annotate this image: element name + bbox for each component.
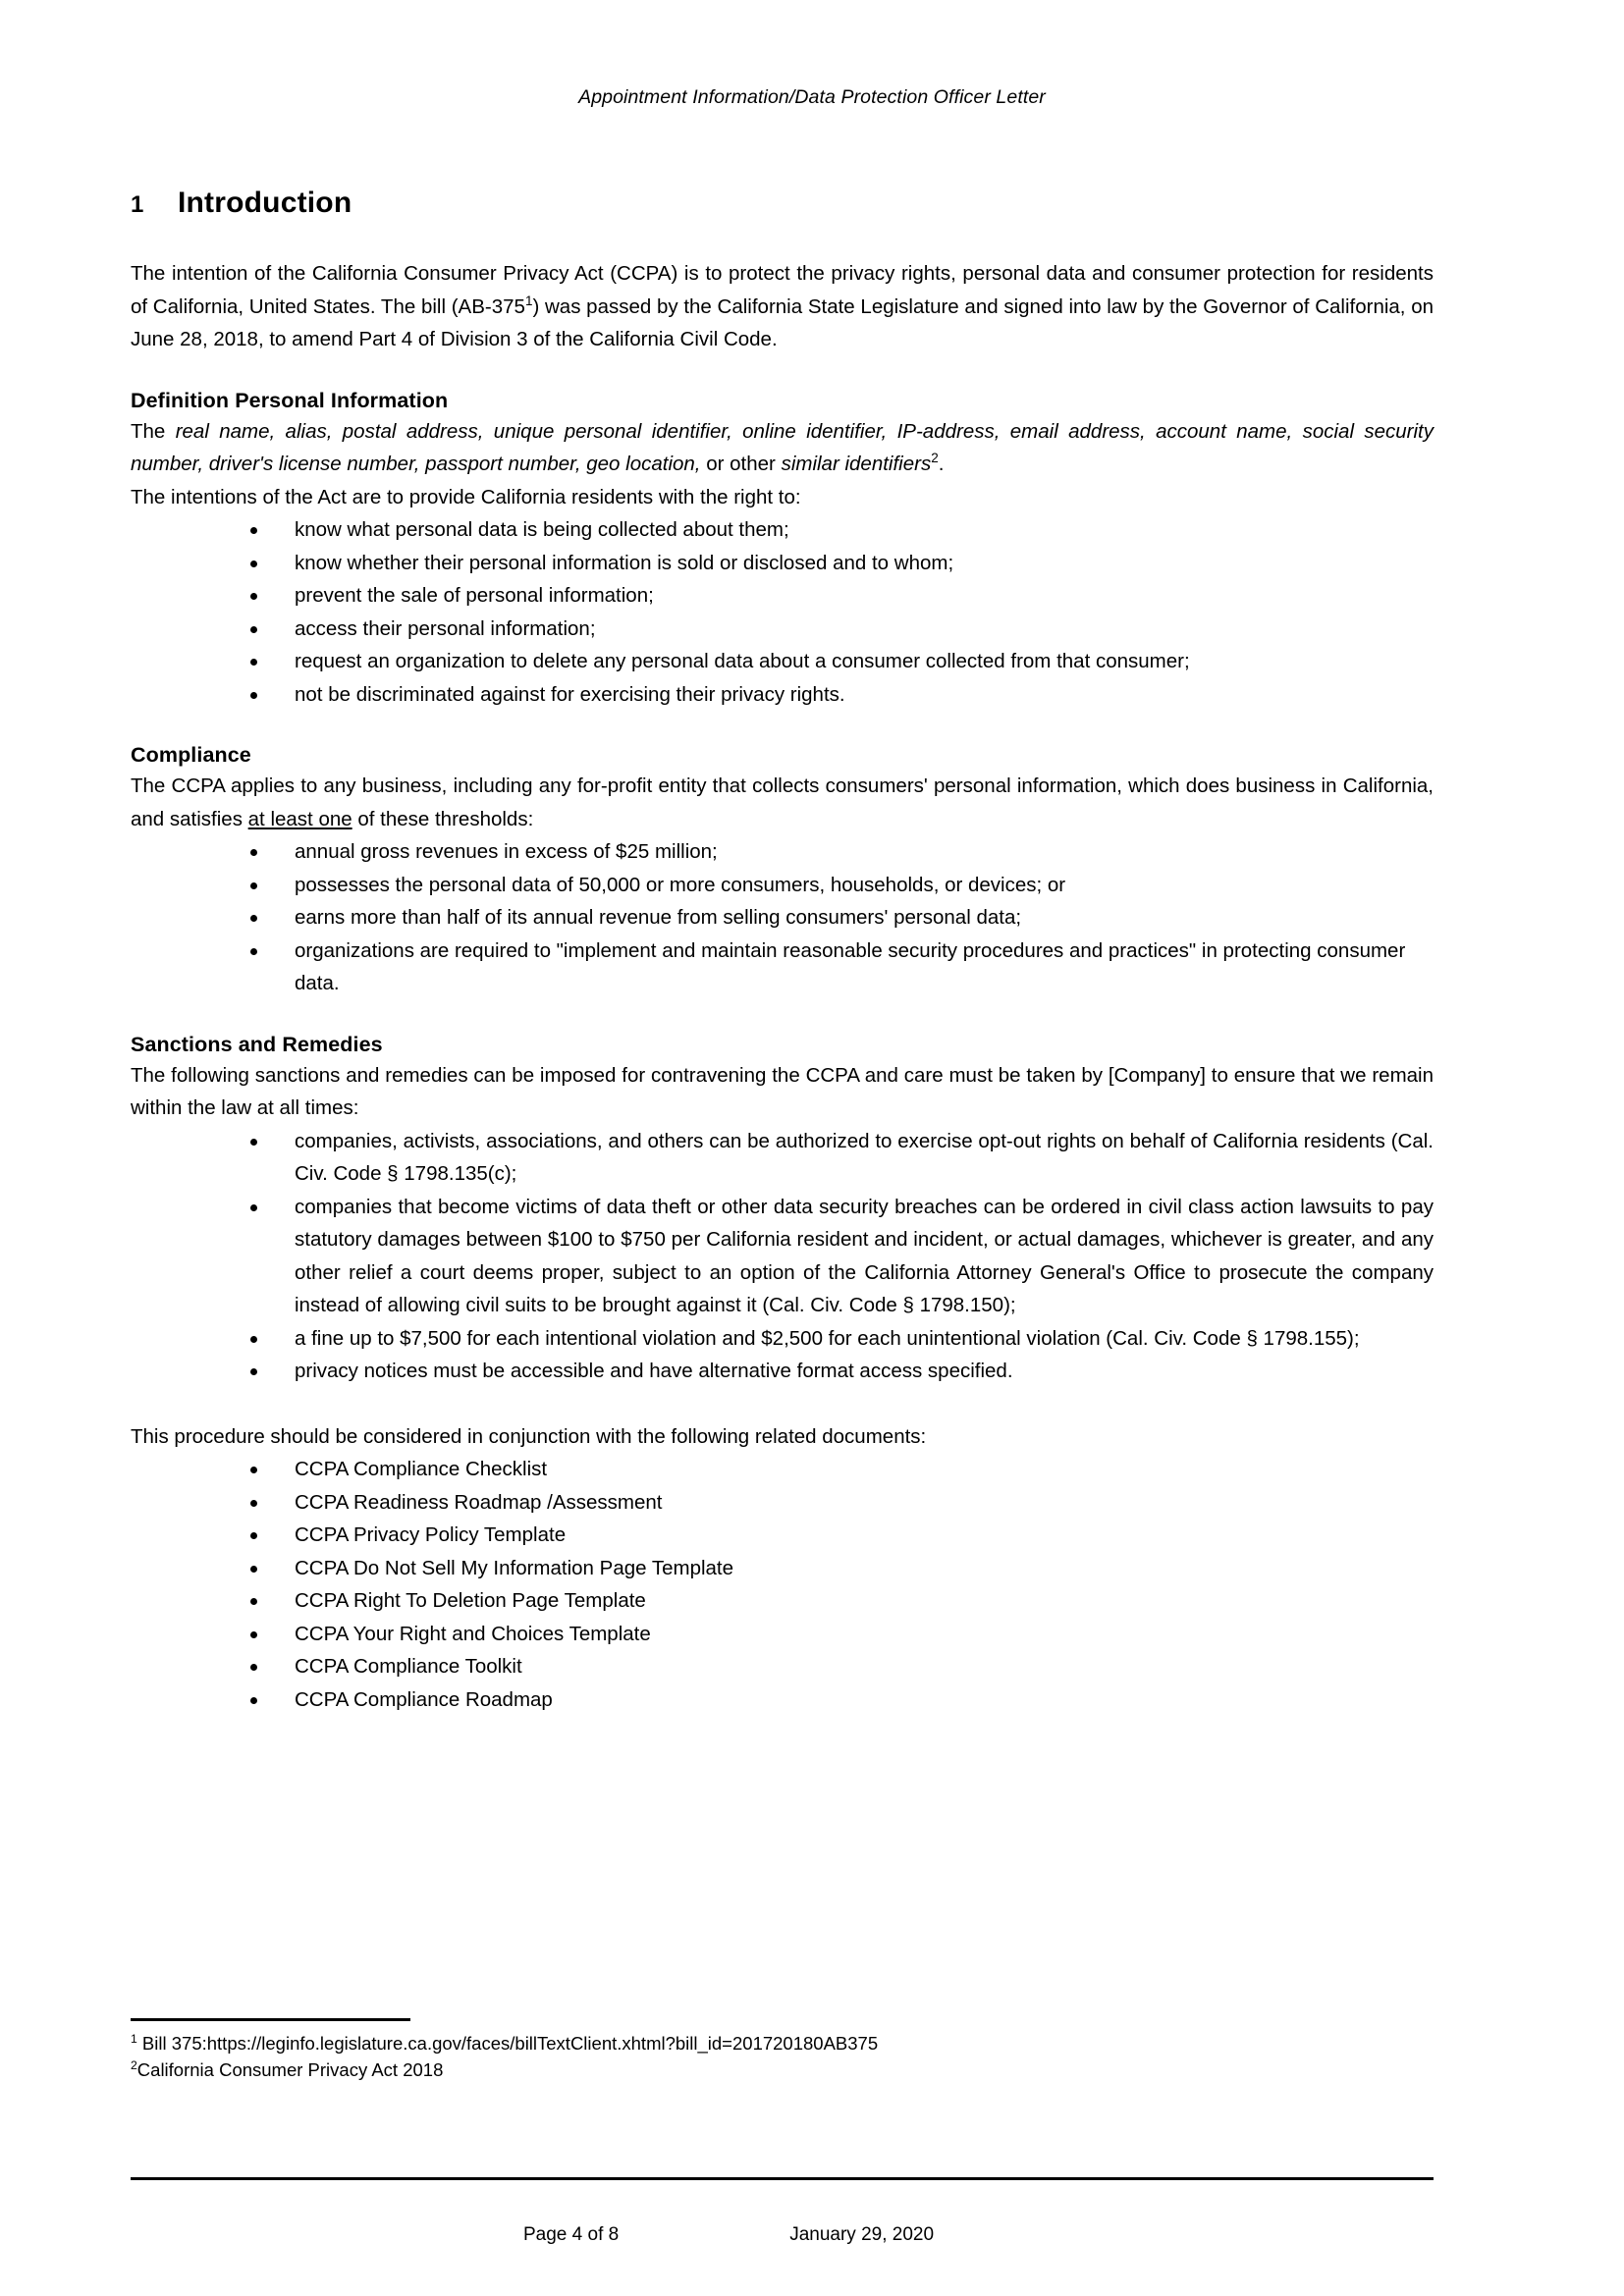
spacer [131,1000,1434,1033]
page-number-label: Page 4 of 8 [523,2224,620,2245]
footnote-marker-1: 1 [524,293,533,308]
definition-intent-line: The intentions of the Act are to provide California residents with the right to: [131,485,801,508]
intro-text-part1: The intention of the California Consumer Privacy Act (CCPA) is to protect the privacy rights, personal data and consumer protection for residents of California, United States. The bill (AB-375 [131,262,1434,318]
footer-separator-rule [131,2177,1434,2180]
footnote-separator-rule [131,2018,410,2021]
list-item: a fine up to $7,500 for each intentional violation and $2,500 for each unintentional violation (Cal. Civ. Code § 1798.155); [131,1322,1434,1356]
list-item: CCPA Compliance Roadmap [131,1683,1434,1717]
sanctions-paragraph: The following sanctions and remedies can be imposed for contravening the CCPA and care must be taken by [Company] to ensure that we remain within the law at all times: [131,1063,1434,1119]
list-item: CCPA Compliance Toolkit [131,1650,1434,1683]
thresholds-list [131,835,1434,1000]
compliance-paragraph [131,770,1434,835]
list-item: not be discriminated against for exercising their privacy rights. [131,678,1434,712]
list-item: CCPA Readiness Roadmap /Assessment [131,1486,1434,1520]
list-item: request an organization to delete any personal data about a consumer collected from that consumer; [131,645,1434,678]
list-item: CCPA Right To Deletion Page Template [131,1584,1434,1618]
list-item: earns more than half of its annual revenue from selling consumers' personal data; [131,901,1434,934]
list-item: companies, activists, associations, and others can be authorized to exercise opt-out rights on behalf of California residents (Cal. Civ. Code § 1798.135(c); [131,1125,1434,1191]
spacer [131,1388,1434,1420]
footnote-1 [131,2030,1434,2056]
list-item: CCPA Do Not Sell My Information Page Template [131,1552,1434,1585]
list-item: companies that become victims of data theft or other data security breaches can be ordered in civil class action lawsuits to pay statutory damages between $100 to $750 per California resident and incident, or actual damages, whichever is greater, and any other relief a court deems proper, subject to an option of the California Attorney General's Office to prosecute the company instead of allowing civil suits to be brought against it (Cal. Civ. Code § 1798.150); [131,1191,1434,1322]
related-documents-list [131,1453,1434,1716]
intro-paragraph [131,257,1434,356]
page-footer [131,2224,1434,2246]
footnote-number-1: 1 [131,2031,137,2046]
spacer [131,711,1434,743]
running-header: Appointment Information/Data Protection Officer Letter [578,86,1046,108]
section-heading-compliance: Compliance [131,743,251,767]
list-item: CCPA Privacy Policy Template [131,1519,1434,1552]
chapter-heading [131,187,1434,220]
definition-italic-body: real name, alias, postal address, unique personal identifier, online identifier, IP-address, email address, account name, social security number, driver's license number, passport number, geo location, [131,419,1434,475]
list-item: annual gross revenues in excess of $25 million; [131,835,1434,869]
list-item: privacy notices must be accessible and have alternative format access specified. [131,1355,1434,1388]
section-heading-definition: Definition Personal Information [131,388,449,412]
footnote-area [131,2018,1434,2083]
list-item: prevent the sale of personal information; [131,579,1434,613]
footnote-marker-2: 2 [931,451,939,466]
chapter-number: 1 [131,191,144,218]
compliance-underlined-phrase: at least one [247,807,352,830]
spacer [131,356,1434,389]
footnote-1-text: Bill 375:https://leginfo.legislature.ca.gov/faces/billTextClient.xhtml?bill_id=201720180AB375 [136,2033,879,2054]
definition-period: . [938,453,945,475]
footer-date: January 29, 2020 [789,2224,935,2245]
list-item: possesses the personal data of 50,000 or more consumers, households, or devices; or [131,869,1434,902]
definition-lead: The [131,419,176,443]
footnote-2-text: California Consumer Privacy Act 2018 [136,2059,444,2080]
sanctions-list [131,1125,1434,1388]
definition-italic-tail: similar identifiers [781,453,932,475]
list-item: know whether their personal information is sold or disclosed and to whom; [131,547,1434,580]
footnote-number-2: 2 [131,2057,137,2072]
list-item: CCPA Compliance Checklist [131,1453,1434,1486]
list-item: know what personal data is being collected about them; [131,513,1434,547]
section-heading-sanctions: Sanctions and Remedies [131,1032,383,1056]
list-item: organizations are required to "implement and maintain reasonable security procedures and practices" in protecting consumer data. [131,934,1434,1000]
compliance-lead-part1: The CCPA applies to any business, including any for-profit entity that collects consumers' personal information, which does business in California, and satisfies [131,774,1434,830]
intro-text-part2: ) was passed by the California State Legislature and signed into law by the Governor of California, on June 28, 2018, to amend Part 4 of Division 3 of the California Civil Code. [131,294,1435,350]
rights-list [131,513,1434,711]
footnote-2 [131,2056,1434,2083]
related-documents-lead: This procedure should be considered in conjunction with the following related documents: [131,1424,927,1448]
list-item: access their personal information; [131,613,1434,646]
definition-paragraph [131,415,1434,481]
chapter-title: Introduction [178,187,352,219]
compliance-lead-part2: of these thresholds: [352,807,534,830]
definition-mid-plain: or other [700,453,782,475]
list-item: CCPA Your Right and Choices Template [131,1618,1434,1651]
document-body [131,187,1434,1716]
